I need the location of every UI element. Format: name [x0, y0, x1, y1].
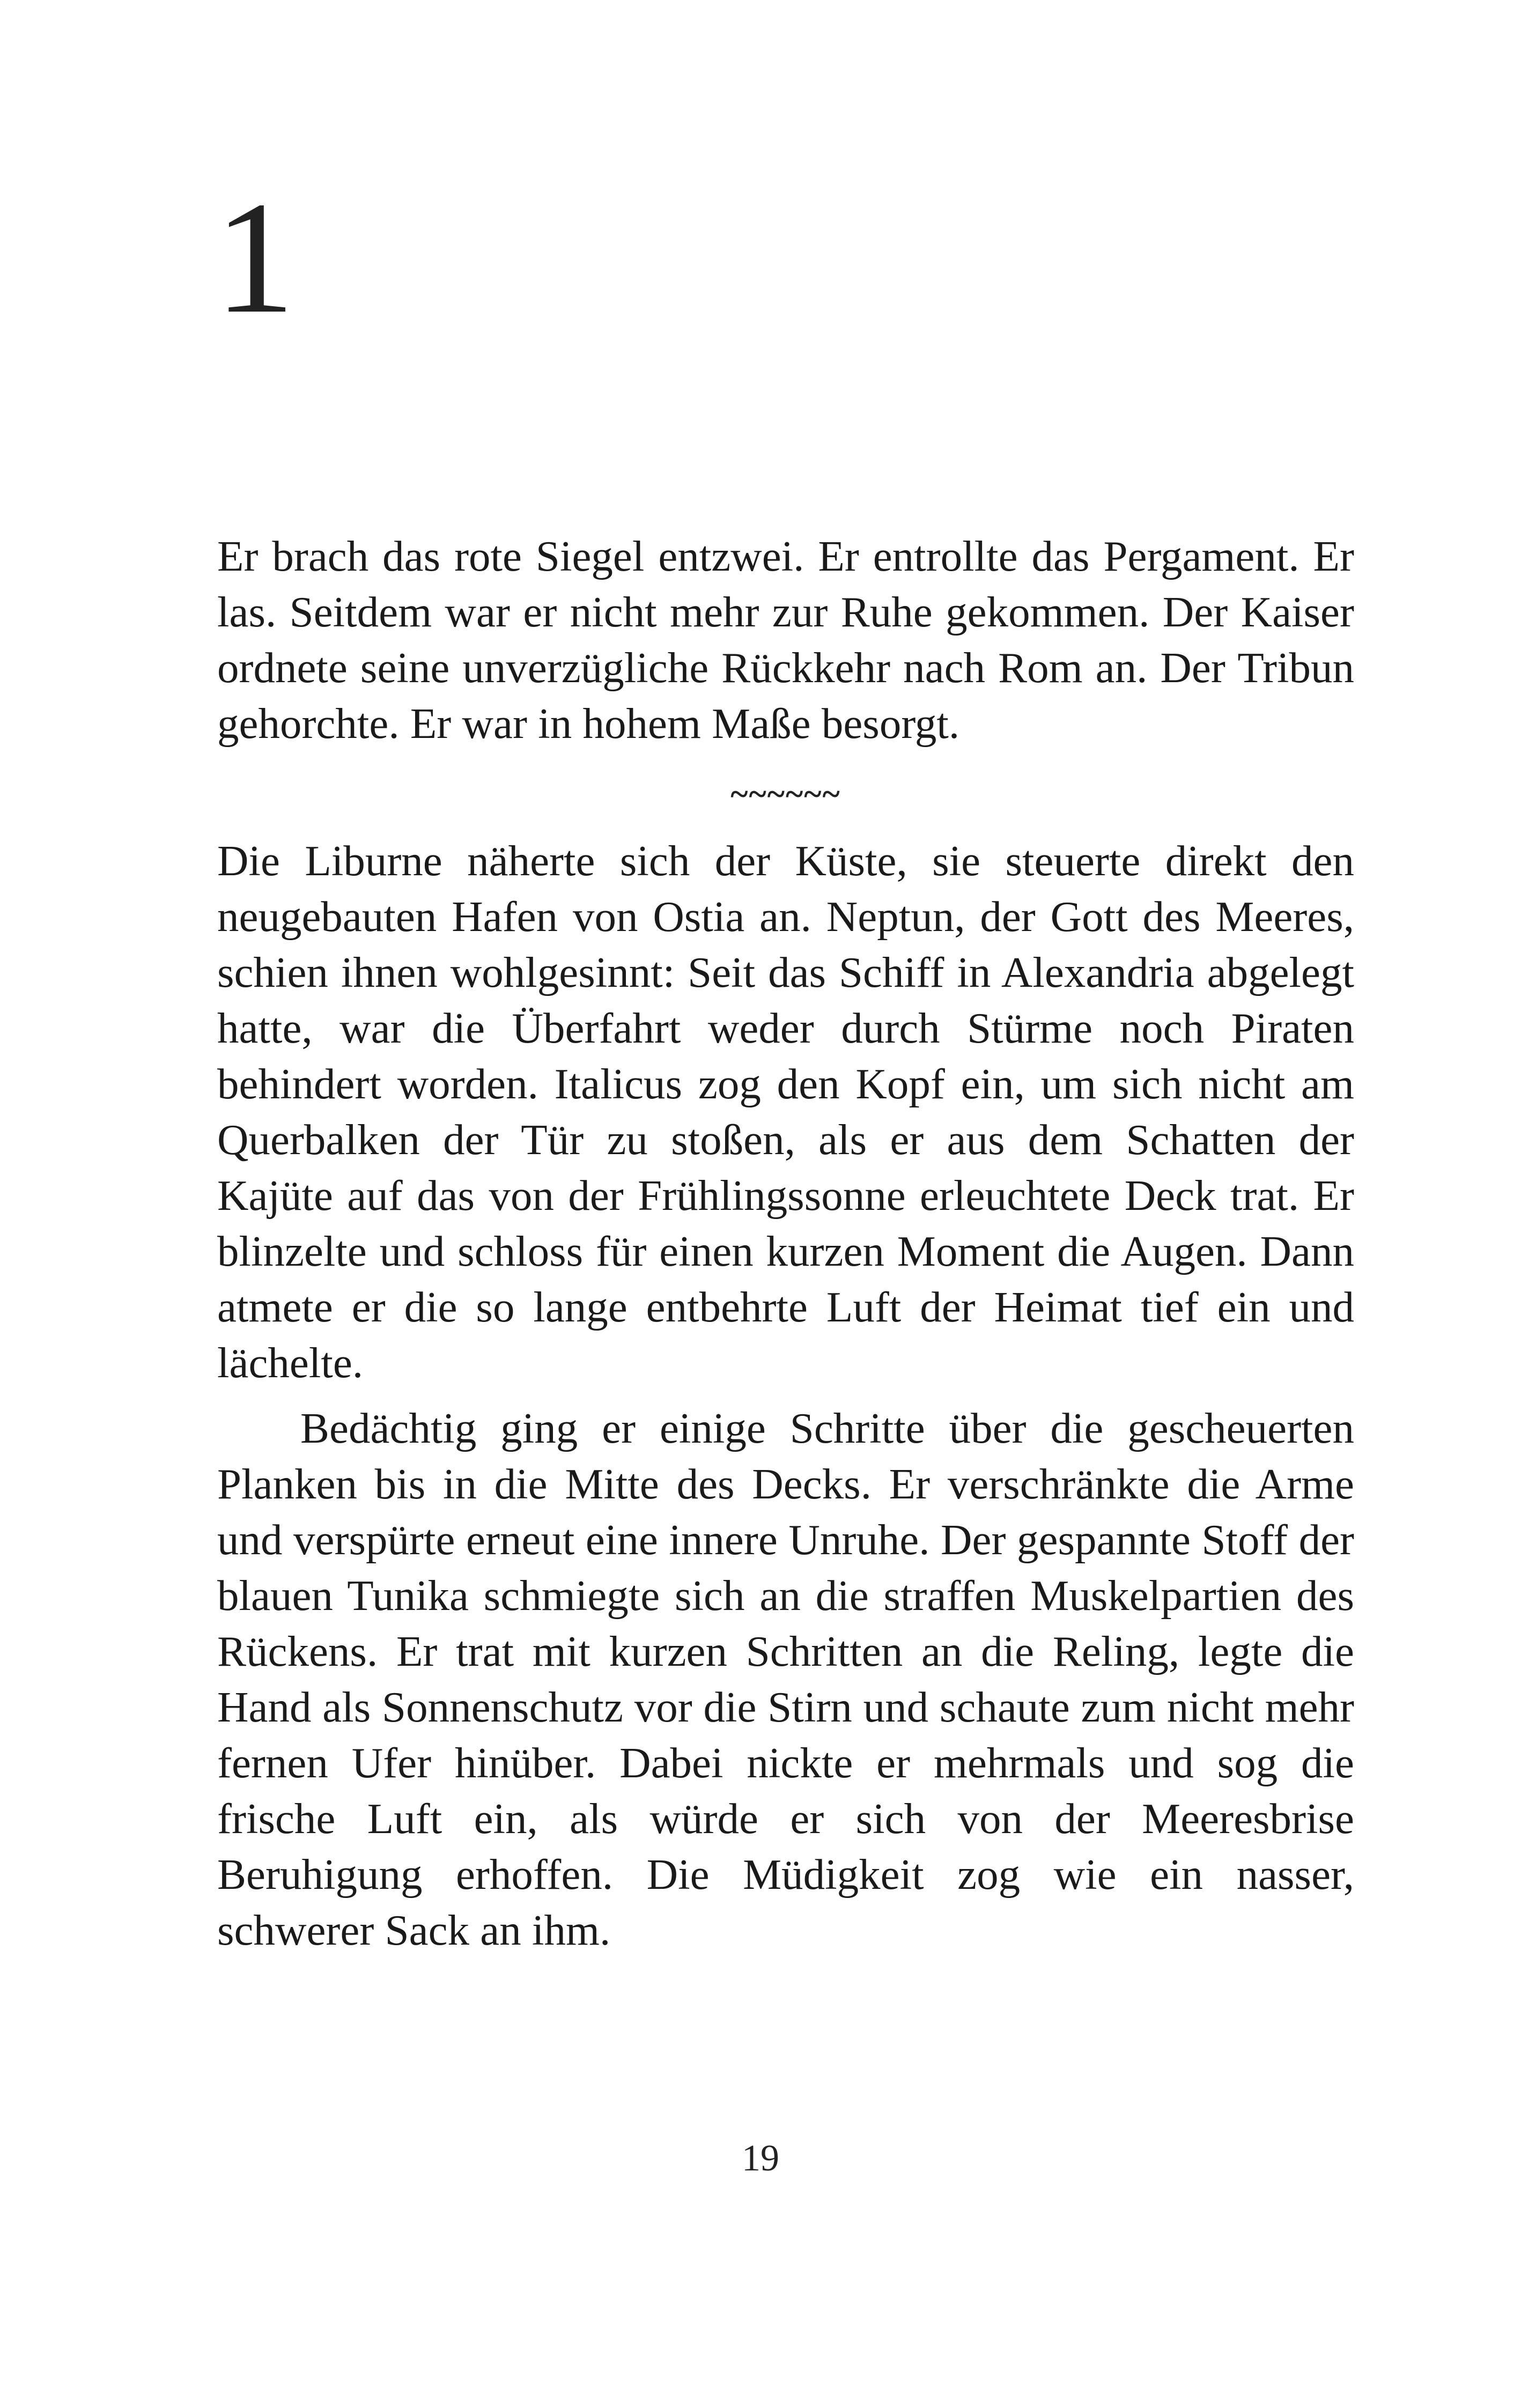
- section-separator: ~~~~~~: [730, 776, 841, 812]
- paragraph-liburne: Die Liburne näherte sich der Küste, sie steuerte direkt den neugebauten Hafen von Ostia an. Neptun, der Gott des Meeres, schien ihnen wohlgesinnt: Seit das Schiff in Alexandria abgelegt hatte, war die Überfahrt weder durch Stürme noch Piraten behindert worden. Italicus zog den Kopf ein, um sich nicht am Querbalken der Tür zu stoßen, als er aus dem Schatten der Kajüte auf das von der Frühlingssonne erleuchtete Deck trat. Er blinzelte und schloss für einen kurzen Moment die Augen. Dann atmete er die so lange entbehrte Luft der Heimat tief ein und lächelte.: [217, 837, 1354, 1387]
- chapter-number: 1: [215, 168, 295, 346]
- paragraph-deck: Bedächtig ging er einige Schritte über die gescheuerten Planken bis in die Mitte des Decks. Er verschränkte die Arme und verspürte erneut eine innere Unruhe. Der gespannte Stoff der blauen Tunika schmiegte sich an die straffen Muskelpartien des Rückens. Er trat mit kurzen Schritten an die Reling, legte die Hand als Sonnenschutz vor die Stirn und schaute zum nicht mehr fernen Ufer hinüber. Dabei nickte er mehrmals und sog die frische Luft ein, als würde er sich von der Meeresbrise Beruhigung erhoffen. Die Müdigkeit zog wie ein nasser, schwerer Sack an ihm.: [217, 1404, 1354, 1954]
- paragraph-opening: Er brach das rote Siegel entzwei. Er entrollte das Pergament. Er las. Seitdem war er nicht mehr zur Ruhe gekommen. Der Kaiser ordnete seine unverzügliche Rückkehr nach Rom an. Der Tribun gehorchte. Er war in hohem Maße besorgt.: [217, 532, 1354, 748]
- page-number: 19: [742, 2138, 779, 2179]
- body-text: [217, 528, 1354, 1958]
